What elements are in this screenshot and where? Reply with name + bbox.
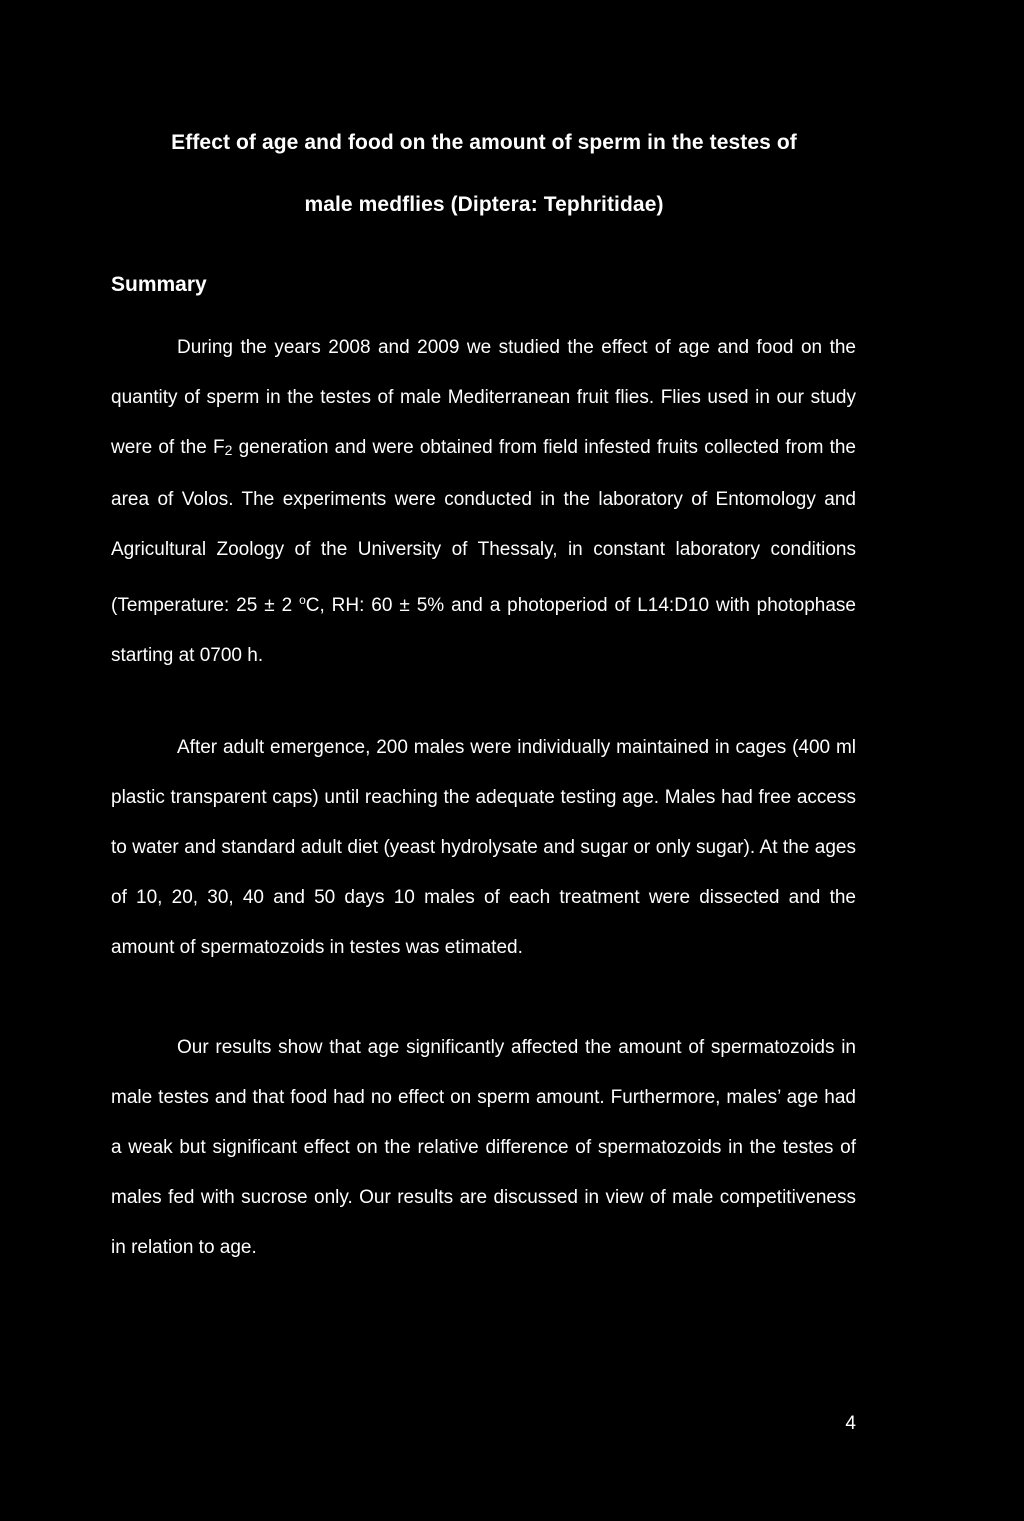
page-number: 4 [845, 1413, 856, 1434]
title-line-2: male medflies (Diptera: Tephritidae) [304, 193, 664, 216]
paragraph-1-text-c: C, RH: 60 ± 5% and a photoperiod of L14:D10 with photophase starting at 0700 h. [111, 595, 856, 666]
summary-paragraph-2: After adult emergence, 200 males were individually maintained in cages (400 ml plastic transparent caps) until reaching the adequate testing age. Males had free access to water and standard adult diet (yeast hydrolysate and sugar or only sugar). At the ages of 10, 20, 30, 40 and 50 days 10 males of each treatment were dissected and the amount of spermatozoids in testes was etimated. [111, 737, 856, 958]
summary-paragraph-3: Our results show that age significantly affected the amount of spermatozoids in male testes and that food had no effect on sperm amount. Furthermore, males’ age had a weak but significant effect on the relative difference of spermatozoids in the testes of males fed with sucrose only. Our results are discussed in view of male competitiveness in relation to age. [111, 1037, 856, 1258]
section-heading-summary: Summary [111, 273, 207, 296]
paragraph-1-text-b: generation and were obtained from field infested fruits collected from the area of Volos. The experiments were conducted in the laboratory of Entomology and Agricultural Zoology of the University of Thessaly, in constant laboratory conditions (Temperature: 25 ± 2 [111, 437, 856, 616]
degree-superscript: o [299, 593, 306, 607]
paragraph-1-text-a: During the years 2008 and 2009 we studied the effect of age and food on the quantity of sperm in the testes of male Mediterranean fruit flies. Flies used in our study were of the F [111, 337, 856, 458]
summary-paragraph-1 [111, 323, 856, 681]
generation-subscript: 2 [224, 442, 233, 458]
title-line-1: Effect of age and food on the amount of sperm in the testes of [171, 131, 797, 154]
